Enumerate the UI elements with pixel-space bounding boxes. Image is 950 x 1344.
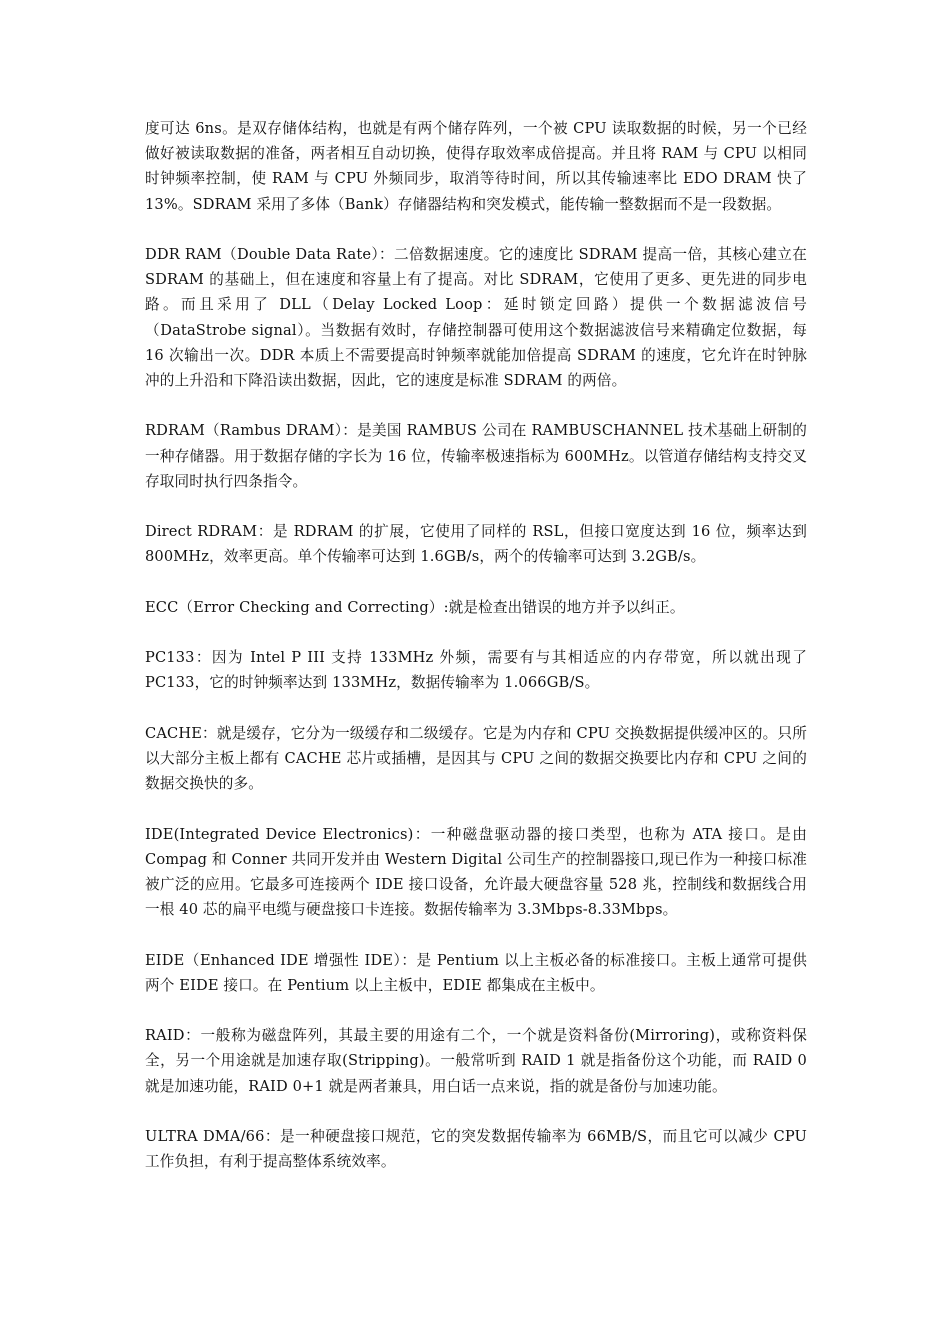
paragraph-ddr-ram: DDR RAM（Double Data Rate）：二倍数据速度。它的速度比 SDRAM 提高一倍，其核心建立在 SDRAM 的基础上，但在速度和容量上有了提高。对比 SDRAM，它使用了更多、更先进的同步电路。而且采用了 DLL（Delay Locked Loop：延时锁定回路）提供一个数据滤波信号（DataStrobe signal）。当数据有效时，存储控制器可使用这个数据滤波信号来精确定位数据，每 16 次输出一次。DDR 本质上不需要提高时钟频率就能加倍提高 SDRAM 的速度，它允许在时钟脉冲的上升沿和下降沿读出数据，因此，它的速度是标准 SDRAM 的两倍。 (145, 246, 807, 390)
paragraph-ide: IDE(Integrated Device Electronics)：一种磁盘驱动器的接口类型，也称为 ATA 接口。是由 Compag 和 Conner 共同开发并由 Western Digital 公司生产的控制器接口,现已作为一种接口标准被广泛的应用。它最多可连接两个 IDE 接口设备，允许最大硬盘容量 528 兆，控制线和数据线合用一根 40 芯的扁平电缆与硬盘接口卡连接。数据传输率为 3.3Mbps-8.33Mbps。 (145, 825, 807, 919)
paragraph-pc133: PC133：因为 Intel P III 支持 133MHz 外频，需要有与其相适应的内存带宽，所以就出现了 PC133，它的时钟频率达到 133MHz，数据传输率为 1.066GB/S。 (145, 649, 807, 692)
paragraph-ultra-dma66: ULTRA DMA/66：是一种硬盘接口规范，它的突发数据传输率为 66MB/S，而且它可以减少 CPU 工作负担，有利于提高整体系统效率。 (145, 1127, 807, 1171)
paragraph-direct-rdram: Direct RDRAM：是 RDRAM 的扩展，它使用了同样的 RSL，但接口宽度达到 16 位，频率达到 800MHz，效率更高。单个传输率可达到 1.6GB/s，两个的传输率可达到 3.2GB/s。 (145, 523, 807, 566)
paragraph-sdram-continued: 度可达 6ns。是双存储体结构，也就是有两个储存阵列，一个被 CPU 读取数据的时候，另一个已经做好被读取数据的准备，两者相互自动切换，使得存取效率成倍提高。并且将 RAM 与 CPU 以相同时钟频率控制，使 RAM 与 CPU 外频同步，取消等待时间，所以其传输速率比 EDO DRAM 快了 13%。SDRAM 采用了多体（Bank）存储器结构和突发模式，能传输一整数据而不是一段数据。 (145, 120, 807, 213)
paragraph-rdram: RDRAM（Rambus DRAM）：是美国 RAMBUS 公司在 RAMBUSCHANNEL 技术基础上研制的一种存储器。用于数据存储的字长为 16 位，传输率极速指标为 600MHz。以管道存储结构支持交叉存取同时执行四条指令。 (145, 422, 807, 490)
document-body (145, 116, 807, 1200)
paragraph-ecc: ECC（Error Checking and Correcting）:就是检查出错误的地方并予以纠正。 (145, 598, 685, 616)
paragraph-raid: RAID：一般称为磁盘阵列，其最主要的用途有二个，一个就是资料备份(Mirroring)，或称资料保全，另一个用途就是加速存取(Stripping)。一般常听到 RAID 1 就是指备份这个功能，而 RAID 0 就是加速功能，RAID 0+1 就是两者兼具，用白话一点来说，指的就是备份与加速功能。 (145, 1027, 807, 1095)
paragraph-eide: EIDE（Enhanced IDE 增强性 IDE）：是 Pentium 以上主板必备的标准接口。主板上通常可提供两个 EIDE 接口。在 Pentium 以上主板中，EDIE 都集成在主板中。 (145, 951, 807, 994)
paragraph-cache: CACHE：就是缓存，它分为一级缓存和二级缓存。它是为内存和 CPU 交换数据提供缓冲区的。只所以大部分主板上都有 CACHE 芯片或插槽，是因其与 CPU 之间的数据交换要比内存和 CPU 之间的数据交换快的多。 (145, 724, 807, 793)
